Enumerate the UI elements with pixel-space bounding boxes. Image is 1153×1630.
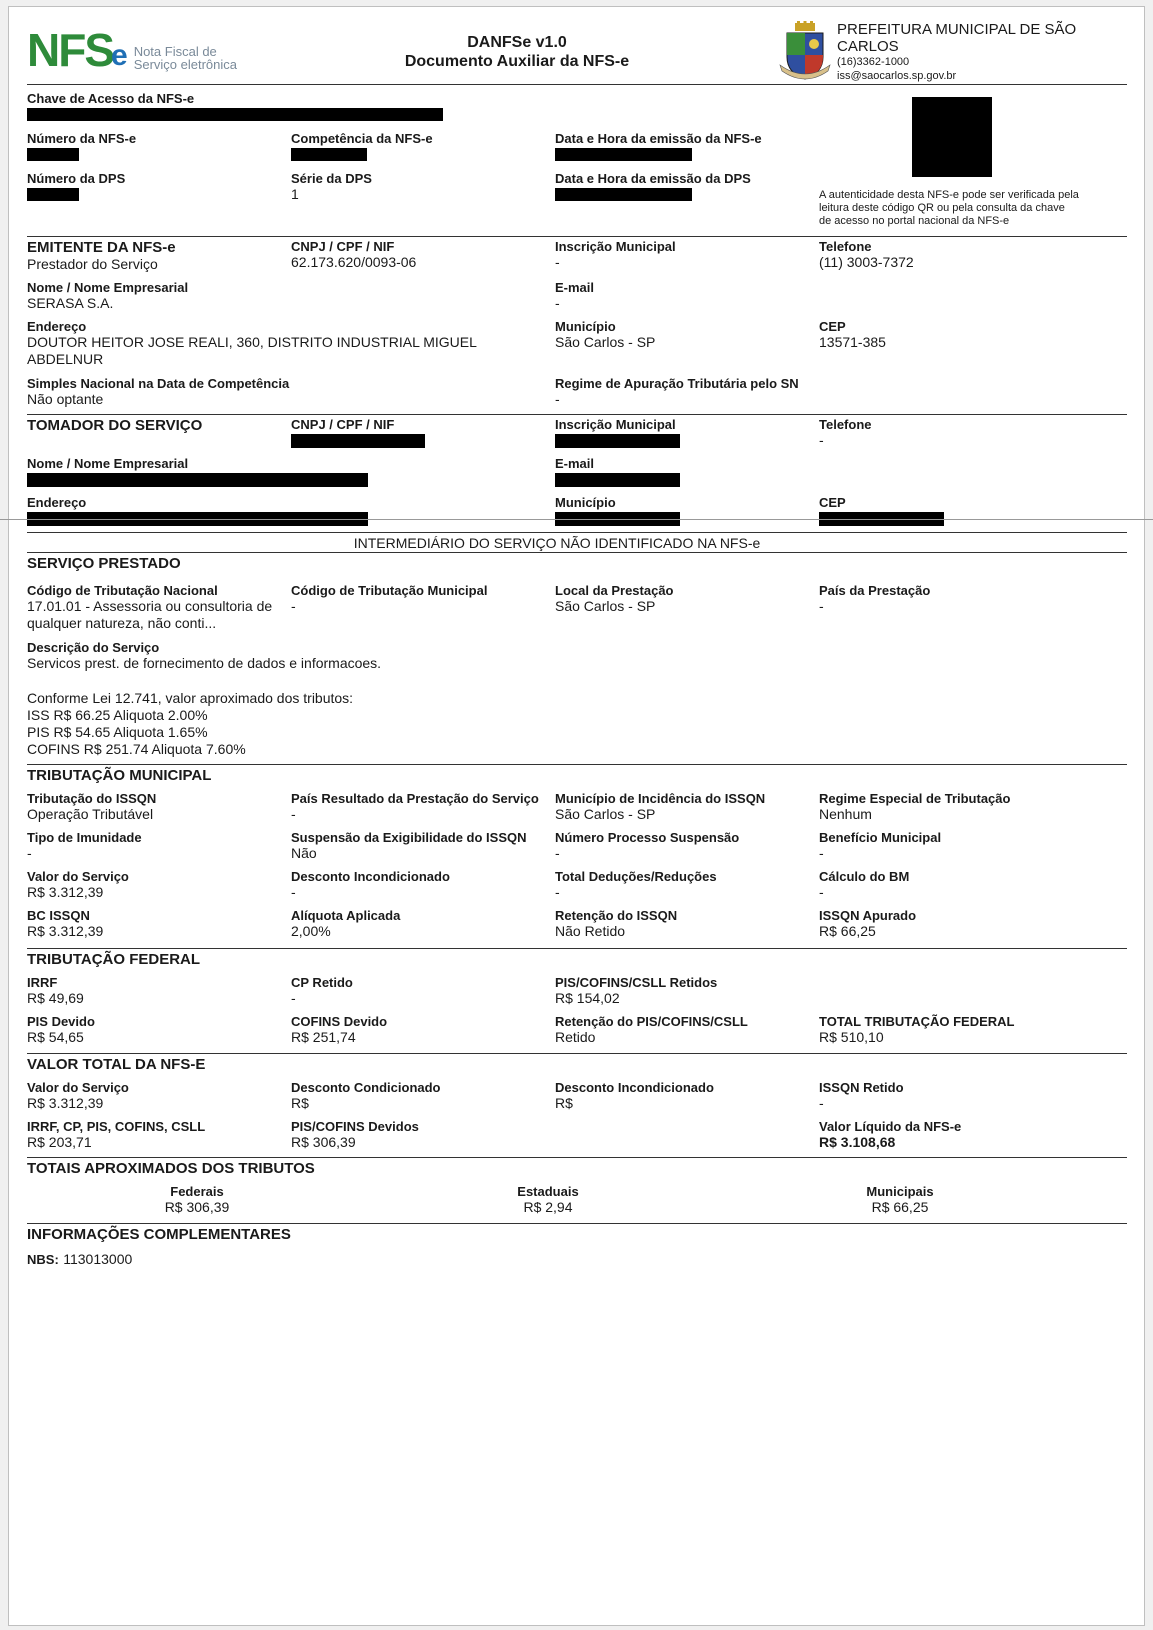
vt-ret-value: R$ 203,71 xyxy=(27,1134,92,1150)
redacted-data-emissao xyxy=(555,148,692,161)
vt-valor-value: R$ 3.312,39 xyxy=(27,1095,104,1111)
emitente-cnpj-value: 62.173.620/0093-06 xyxy=(291,254,417,270)
tomador-im-label: Inscrição Municipal xyxy=(555,417,676,432)
city-crest-icon xyxy=(779,21,831,81)
valor-total-title-row xyxy=(27,1056,1127,1073)
mun-inc-cell xyxy=(555,791,815,823)
bc-label: BC ISSQN xyxy=(27,908,90,923)
lei-line4: COFINS R$ 251.74 Aliquota 7.60% xyxy=(27,741,246,757)
tomador-im-cell xyxy=(555,417,815,448)
trib-mun-block xyxy=(27,765,1127,949)
cod-mun-label: Código de Tributação Municipal xyxy=(291,583,488,598)
emitente-im-label: Inscrição Municipal xyxy=(555,239,676,254)
cod-nac-label: Código de Tributação Nacional xyxy=(27,583,218,598)
cofins-cell xyxy=(291,1014,551,1046)
apur-value: R$ 66,25 xyxy=(819,923,876,939)
trib-cell xyxy=(27,791,287,823)
proc-value: - xyxy=(555,845,560,861)
ret-pcc-label: Retenção do PIS/COFINS/CSLL xyxy=(555,1014,748,1029)
trib-fed-title: TRIBUTAÇÃO FEDERAL xyxy=(27,951,201,968)
pais-value: - xyxy=(819,598,824,614)
emitente-mun-cell xyxy=(555,319,815,351)
trib-mun-title-row xyxy=(27,767,1127,784)
lei-line3: PIS R$ 54.65 Aliquota 1.65% xyxy=(27,724,208,740)
benef-cell xyxy=(819,830,1099,862)
servico-title-row xyxy=(27,555,1127,572)
emitente-sn-label: Simples Nacional na Data de Competência xyxy=(27,376,290,391)
local-label: Local da Prestação xyxy=(555,583,674,598)
chave-label: Chave de Acesso da NFS-e xyxy=(27,91,195,106)
nbs-label: NBS: xyxy=(27,1252,59,1267)
nfse-logo xyxy=(27,24,238,76)
cp-value: - xyxy=(291,990,296,1006)
vt-ret-label: IRRF, CP, PIS, COFINS, CSLL xyxy=(27,1119,206,1134)
susp-label: Suspensão da Exigibilidade do ISSQN xyxy=(291,830,527,845)
cofins-value: R$ 251,74 xyxy=(291,1029,356,1045)
proc-label: Número Processo Suspensão xyxy=(555,830,740,845)
data-dps-label: Data e Hora da emissão da DPS xyxy=(555,171,751,186)
emitente-end-label: Endereço xyxy=(27,319,87,334)
tomador-nome-label: Nome / Nome Empresarial xyxy=(27,456,189,471)
tomador-tel-value: - xyxy=(819,432,824,448)
redacted-data-dps xyxy=(555,188,692,201)
intermediario-block xyxy=(27,533,1127,553)
trib-fed-title-row xyxy=(27,951,1127,968)
servico-block xyxy=(27,553,1127,765)
emitente-cnpj-label: CNPJ / CPF / NIF xyxy=(291,239,395,254)
emitente-cep-value: 13571-385 xyxy=(819,334,886,350)
totais-mun-label: Municipais xyxy=(866,1184,934,1199)
pais-res-value: - xyxy=(291,806,296,822)
emitente-im-value: - xyxy=(555,254,560,270)
redacted-numero xyxy=(27,148,79,161)
proc-cell xyxy=(555,830,815,862)
redacted-tomador-cnpj xyxy=(291,434,425,448)
totais-est-label: Estaduais xyxy=(517,1184,579,1199)
valor-serv-cell xyxy=(27,869,287,901)
cod-mun-cell xyxy=(291,583,551,615)
totais-fed-value: R$ 306,39 xyxy=(164,1199,230,1215)
data-dps-cell xyxy=(555,171,815,201)
tomador-mun-cell xyxy=(555,495,815,526)
irrf-cell xyxy=(27,975,287,1007)
vt-liq-cell xyxy=(819,1119,1099,1151)
bm-value: - xyxy=(819,884,824,900)
vt-liq-value: R$ 3.108,68 xyxy=(819,1134,896,1150)
vt-valor-label: Valor do Serviço xyxy=(27,1080,129,1095)
emitente-cep-cell xyxy=(819,319,1099,351)
tomador-cnpj-label: CNPJ / CPF / NIF xyxy=(291,417,395,432)
trib-mun-title: TRIBUTAÇÃO MUNICIPAL xyxy=(27,767,212,784)
aliq-cell xyxy=(291,908,551,940)
aliq-label: Alíquota Aplicada xyxy=(291,908,401,923)
emitente-cnpj-cell xyxy=(291,239,551,271)
susp-cell xyxy=(291,830,551,862)
title-line1: DANFSe v1.0 xyxy=(467,34,567,51)
desc-inc-label: Desconto Incondicionado xyxy=(291,869,450,884)
totais-title: TOTAIS APROXIMADOS DOS TRIBUTOS xyxy=(27,1160,315,1177)
qr-authenticity-text: A autenticidade desta NFS-e pode ser verificada pela leitura deste código QR ou pela consulta da chave de acesso no portal nacional da NFS-e xyxy=(819,189,1079,227)
emitente-title: EMITENTE DA NFS-e xyxy=(27,239,176,256)
tomador-cnpj-cell xyxy=(291,417,551,448)
title-line2: Documento Auxiliar da NFS-e xyxy=(404,53,630,70)
pcc-label: PIS/COFINS/CSLL Retidos xyxy=(555,975,718,990)
redacted-numero-dps xyxy=(27,188,79,201)
mun-inc-value: São Carlos - SP xyxy=(555,806,656,822)
vt-pc-value: R$ 306,39 xyxy=(291,1134,356,1150)
emitente-sn-cell xyxy=(27,376,527,408)
imun-label: Tipo de Imunidade xyxy=(27,830,142,845)
apur-cell xyxy=(819,908,1099,940)
totais-est-cell xyxy=(448,1184,648,1216)
logo-letters: NFS xyxy=(27,24,113,76)
valor-serv-value: R$ 3.312,39 xyxy=(27,884,104,900)
regime-value: Nenhum xyxy=(819,806,872,822)
tomador-title-cell xyxy=(27,417,287,434)
regime-label: Regime Especial de Tributação xyxy=(819,791,1011,806)
emitente-end-cell xyxy=(27,319,527,368)
numero-label: Número da NFS-e xyxy=(27,131,137,146)
nbs-value: 113013000 xyxy=(63,1251,133,1267)
document-content xyxy=(27,15,1127,1284)
cod-nac-value: 17.01.01 - Assessoria ou consultoria de qualquer natureza, não conti... xyxy=(27,598,273,631)
emitente-email-value: - xyxy=(555,295,560,311)
ret-issqn-cell xyxy=(555,908,815,940)
totais-fed-label: Federais xyxy=(170,1184,224,1199)
desc-value: Servicos prest. de fornecimento de dados e informacoes. xyxy=(27,655,382,671)
cp-label: CP Retido xyxy=(291,975,353,990)
data-emissao-cell xyxy=(555,131,815,161)
redacted-tomador-im xyxy=(555,434,680,448)
emitente-im-cell xyxy=(555,239,815,271)
qr-code xyxy=(912,97,992,177)
emitente-title-cell xyxy=(27,239,287,273)
competencia-label: Competência da NFS-e xyxy=(291,131,433,146)
mun-inc-label: Município de Incidência do ISSQN xyxy=(555,791,766,806)
info-title-row xyxy=(27,1226,1127,1243)
ret-issqn-label: Retenção do ISSQN xyxy=(555,908,678,923)
lei-line2: ISS R$ 66.25 Aliquota 2.00% xyxy=(27,707,208,723)
emitente-email-cell xyxy=(555,280,815,312)
vt-desc-inc-label: Desconto Incondicionado xyxy=(555,1080,714,1095)
numero-dps-cell xyxy=(27,171,287,201)
info-nbs-row xyxy=(27,1251,1127,1269)
bm-label: Cálculo do BM xyxy=(819,869,910,884)
chave-cell xyxy=(27,91,527,121)
logo-e: e xyxy=(111,39,128,72)
emitente-nome-cell xyxy=(27,280,527,312)
valor-total-block xyxy=(27,1054,1127,1158)
cod-mun-value: - xyxy=(291,598,296,614)
benef-value: - xyxy=(819,845,824,861)
tomador-email-label: E-mail xyxy=(555,456,595,471)
total-fed-label: TOTAL TRIBUTAÇÃO FEDERAL xyxy=(819,1014,1015,1029)
desc-cell xyxy=(27,640,827,672)
tomador-cep-cell xyxy=(819,495,1099,526)
cofins-label: COFINS Devido xyxy=(291,1014,388,1029)
trib-value: Operação Tributável xyxy=(27,806,154,822)
total-fed-value: R$ 510,10 xyxy=(819,1029,884,1045)
cp-cell xyxy=(291,975,551,1007)
tomador-nome-cell xyxy=(27,456,527,487)
deduc-value: - xyxy=(555,884,560,900)
competencia-cell xyxy=(291,131,551,161)
vt-desc-inc-value: R$ xyxy=(555,1095,573,1111)
benef-label: Benefício Municipal xyxy=(819,830,942,845)
local-value: São Carlos - SP xyxy=(555,598,656,614)
emitente-regime-value: - xyxy=(555,391,560,407)
emitente-nome-label: Nome / Nome Empresarial xyxy=(27,280,189,295)
deduc-cell xyxy=(555,869,815,901)
vt-desc-inc-cell xyxy=(555,1080,815,1112)
pcc-value: R$ 154,02 xyxy=(555,990,620,1006)
vt-valor-cell xyxy=(27,1080,287,1112)
redacted-competencia xyxy=(291,148,367,161)
prefeitura-phone: (16)3362-1000 xyxy=(837,56,910,68)
susp-value: Não xyxy=(291,845,317,861)
vt-desc-cond-value: R$ xyxy=(291,1095,309,1111)
totais-mun-cell xyxy=(800,1184,1000,1216)
nfse-logo-letters xyxy=(27,24,113,76)
totais-mun-value: R$ 66,25 xyxy=(871,1199,929,1215)
totais-fed-cell xyxy=(97,1184,297,1216)
info-title: INFORMAÇÕES COMPLEMENTARES xyxy=(27,1226,291,1243)
vt-issqn-cell xyxy=(819,1080,1099,1112)
emitente-regime-cell xyxy=(555,376,955,408)
vt-desc-cond-label: Desconto Condicionado xyxy=(291,1080,441,1095)
emitente-end-value: DOUTOR HEITOR JOSE REALI, 360, DISTRITO INDUSTRIAL MIGUEL ABDELNUR xyxy=(27,334,477,367)
emitente-nome-value: SERASA S.A. xyxy=(27,295,114,311)
totais-est-value: R$ 2,94 xyxy=(523,1199,573,1215)
vt-liq-label: Valor Líquido da NFS-e xyxy=(819,1119,962,1134)
pais-res-cell xyxy=(291,791,551,823)
pis-label: PIS Devido xyxy=(27,1014,95,1029)
apur-label: ISSQN Apurado xyxy=(819,908,917,923)
tomador-tel-label: Telefone xyxy=(819,417,872,432)
numero-dps-label: Número da DPS xyxy=(27,171,126,186)
aliq-value: 2,00% xyxy=(291,923,331,939)
totais-block xyxy=(27,1158,1127,1224)
logo-text-line1: Nota Fiscal de xyxy=(133,44,217,59)
irrf-label: IRRF xyxy=(27,975,58,990)
regime-cell xyxy=(819,791,1099,823)
vt-ret-cell xyxy=(27,1119,287,1151)
numero-cell xyxy=(27,131,287,161)
vt-issqn-label: ISSQN Retido xyxy=(819,1080,904,1095)
emitente-regime-label: Regime de Apuração Tributária pelo SN xyxy=(555,376,799,391)
emitente-sn-value: Não optante xyxy=(27,391,104,407)
redacted-tomador-email xyxy=(555,473,680,487)
tomador-email-cell xyxy=(555,456,815,487)
imun-cell xyxy=(27,830,287,862)
logo-text xyxy=(134,45,237,71)
imun-value: - xyxy=(27,845,32,861)
emitente-tel-value: (11) 3003-7372 xyxy=(819,254,914,270)
ret-issqn-value: Não Retido xyxy=(555,923,626,939)
bm-cell xyxy=(819,869,1099,901)
cod-nac-cell xyxy=(27,583,287,632)
prefeitura-name: PREFEITURA MUNICIPAL DE SÃO CARLOS xyxy=(837,21,1077,55)
vt-pc-cell xyxy=(291,1119,551,1151)
data-emissao-label: Data e Hora da emissão da NFS-e xyxy=(555,131,762,146)
tomador-block xyxy=(27,415,1127,533)
redacted-tomador-nome xyxy=(27,473,368,487)
totais-title-row xyxy=(27,1160,1127,1177)
logo-text-line2: Serviço eletrônica xyxy=(133,57,238,72)
ret-pcc-value: Retido xyxy=(555,1029,596,1045)
trib-fed-block xyxy=(27,949,1127,1054)
desc-label: Descrição do Serviço xyxy=(27,640,160,655)
pis-cell xyxy=(27,1014,287,1046)
trib-label: Tributação do ISSQN xyxy=(27,791,157,806)
prefeitura-email: iss@saocarlos.sp.gov.br xyxy=(837,70,957,82)
intermediario-text: INTERMEDIÁRIO DO SERVIÇO NÃO IDENTIFICADO NA NFS-e xyxy=(353,535,761,551)
prefeitura-info xyxy=(837,21,1107,83)
pais-cell xyxy=(819,583,1099,615)
vt-pc-label: PIS/COFINS Devidos xyxy=(291,1119,419,1134)
emitente-cep-label: CEP xyxy=(819,319,846,334)
tomador-end-cell xyxy=(27,495,527,526)
tomador-title: TOMADOR DO SERVIÇO xyxy=(27,417,203,434)
emitente-tel-label: Telefone xyxy=(819,239,872,254)
info-block xyxy=(27,1224,1127,1284)
pais-label: País da Prestação xyxy=(819,583,931,598)
lei-line1: Conforme Lei 12.741, valor aproximado dos tributos: xyxy=(27,690,354,706)
desc-inc-value: - xyxy=(291,884,296,900)
bc-value: R$ 3.312,39 xyxy=(27,923,104,939)
tomador-tel-cell xyxy=(819,417,1099,449)
pcc-cell xyxy=(555,975,815,1007)
valor-total-title: VALOR TOTAL DA NFS-E xyxy=(27,1056,206,1073)
vt-desc-cond-cell xyxy=(291,1080,551,1112)
tomador-cep-label: CEP xyxy=(819,495,846,510)
document-header xyxy=(27,15,1127,85)
tomador-end-label: Endereço xyxy=(27,495,87,510)
ret-pcc-cell xyxy=(555,1014,815,1046)
emitente-mun-value: São Carlos - SP xyxy=(555,334,656,350)
desc-inc-cell xyxy=(291,869,551,901)
document-page xyxy=(8,6,1145,1626)
pais-res-label: País Resultado da Prestação do Serviço xyxy=(291,791,539,806)
tomador-mun-label: Município xyxy=(555,495,616,510)
deduc-label: Total Deduções/Reduções xyxy=(555,869,717,884)
irrf-value: R$ 49,69 xyxy=(27,990,84,1006)
local-cell xyxy=(555,583,815,615)
serie-dps-value: 1 xyxy=(291,186,299,202)
servico-title: SERVIÇO PRESTADO xyxy=(27,555,181,572)
pis-value: R$ 54,65 xyxy=(27,1029,84,1045)
servico-row3 xyxy=(27,690,1127,758)
page-cut-line xyxy=(0,519,1153,520)
emitente-subtitle: Prestador do Serviço xyxy=(27,256,158,272)
serie-dps-label: Série da DPS xyxy=(291,171,372,186)
vt-issqn-value: - xyxy=(819,1095,824,1111)
emitente-block xyxy=(27,237,1127,415)
total-fed-cell xyxy=(819,1014,1099,1046)
redacted-chave xyxy=(27,108,443,121)
emitente-mun-label: Município xyxy=(555,319,616,334)
emitente-tel-cell xyxy=(819,239,1099,271)
document-title xyxy=(357,33,677,71)
valor-serv-label: Valor do Serviço xyxy=(27,869,129,884)
serie-dps-cell xyxy=(291,171,551,203)
bc-cell xyxy=(27,908,287,940)
emitente-email-label: E-mail xyxy=(555,280,595,295)
